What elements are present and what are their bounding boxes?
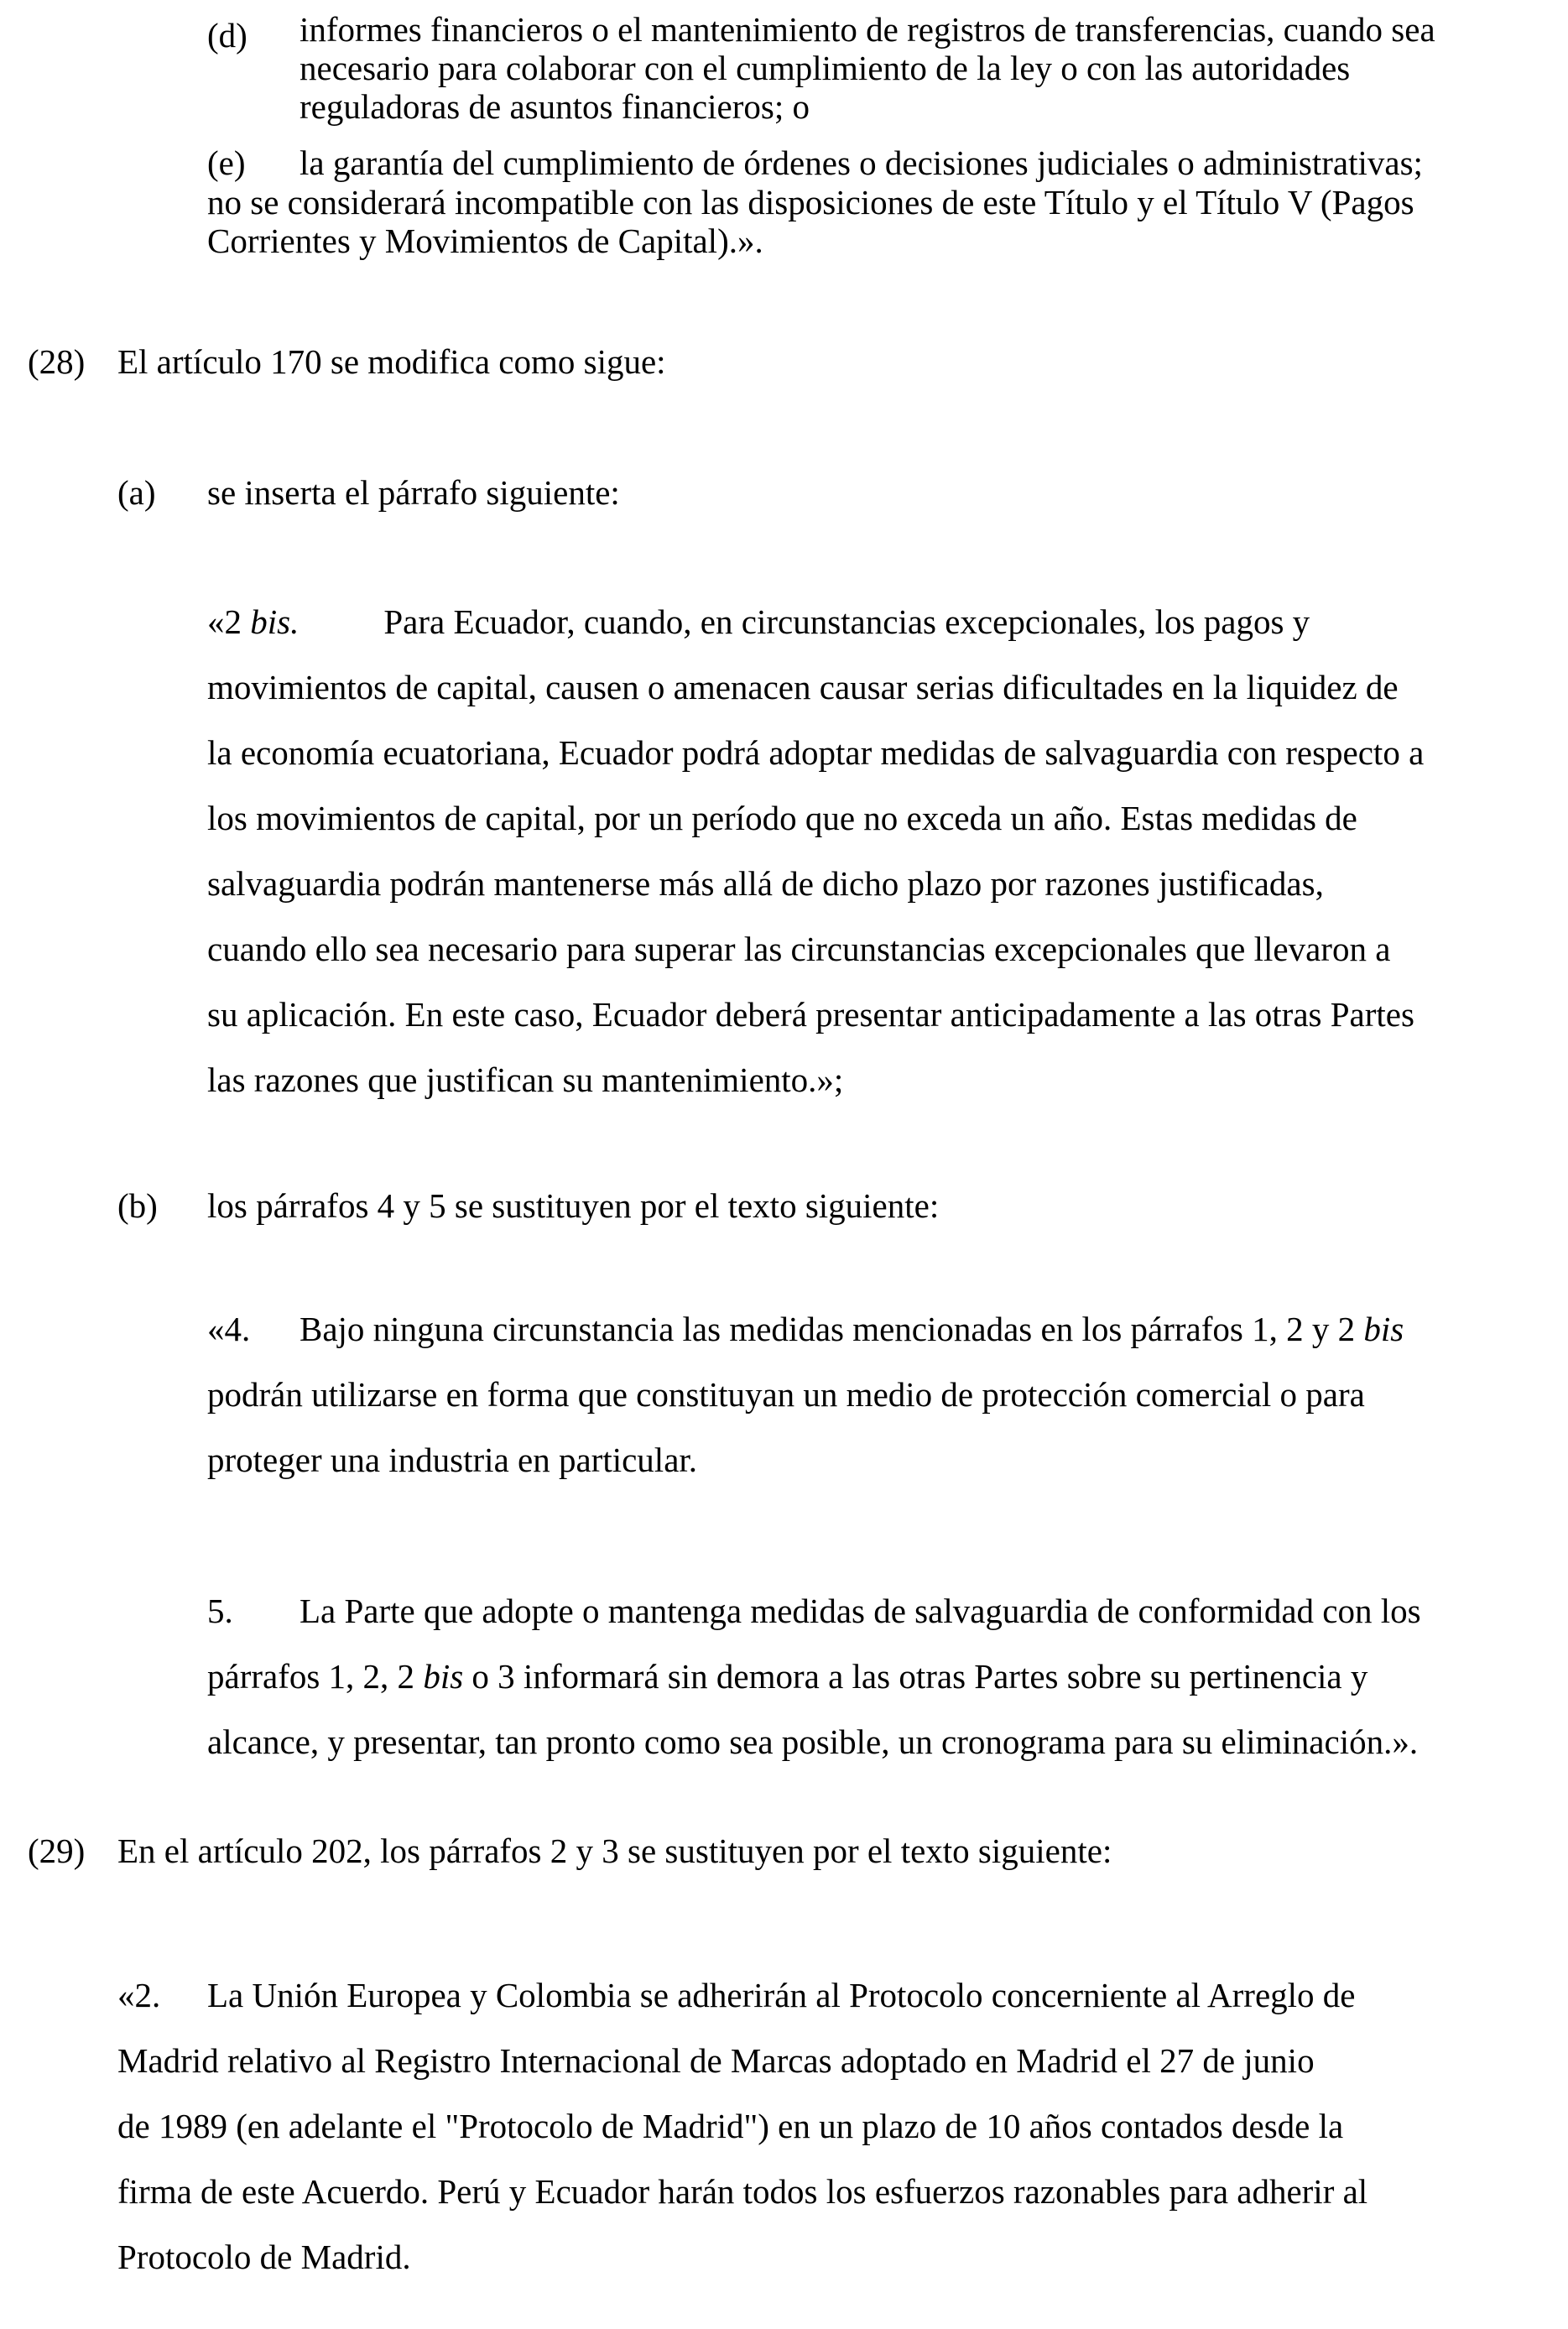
sub-a-text: se inserta el párrafo siguiente: xyxy=(207,473,620,512)
text-line: reguladoras de asuntos financieros; o xyxy=(300,87,810,126)
text-line: Protocolo de Madrid. xyxy=(117,2238,411,2276)
text-line: las razones que justifican su mantenimiento.»; xyxy=(207,1060,844,1099)
paragraph-number: «4. xyxy=(207,1310,251,1348)
item-number-28: (28) xyxy=(28,342,86,381)
sub-label-b: (b) xyxy=(117,1186,158,1225)
bis-italic: bis xyxy=(1363,1310,1404,1348)
text-line: los movimientos de capital, por un período que no exceda un año. Estas medidas de xyxy=(207,799,1357,837)
text-line: la economía ecuatoriana, Ecuador podrá adoptar medidas de salvaguardia con respecto a xyxy=(207,733,1425,772)
text-line: salvaguardia podrán mantenerse más allá de dicho plazo por razones justificadas, xyxy=(207,864,1324,903)
quote-first-text: Para Ecuador, cuando, en circunstancias excepcionales, los pagos y xyxy=(383,602,1310,641)
text-line: informes financieros o el mantenimiento de registros de transferencias, cuando sea xyxy=(300,10,1435,49)
item-number-29: (29) xyxy=(28,1831,86,1870)
paragraph-number: 5. xyxy=(207,1592,233,1630)
text-line xyxy=(207,1578,1421,1644)
text-line: de 1989 (en adelante el "Protocolo de Madrid") en un plazo de 10 años contados desde la xyxy=(117,2107,1344,2145)
paragraph-number: «2. xyxy=(117,1976,161,2014)
text-run: párrafos 1, 2, 2 xyxy=(207,1657,424,1696)
item-29-text: En el artículo 202, los párrafos 2 y 3 se sustituyen por el texto siguiente: xyxy=(117,1831,1112,1870)
text-line: proteger una industria en particular. xyxy=(207,1441,698,1479)
paragraph-5-first: La Parte que adopte o mantenga medidas de salvaguardia de conformidad con los xyxy=(300,1592,1421,1630)
text-line: Corrientes y Movimientos de Capital).». xyxy=(207,221,763,260)
quote-paragraph-5 xyxy=(207,1578,1421,1774)
text-line: movimientos de capital, causen o amenacen causar serias dificultades en la liquidez de xyxy=(207,668,1399,706)
clause-closing xyxy=(207,183,1414,260)
sub-label-a: (a) xyxy=(117,473,156,512)
text-line xyxy=(207,1296,1404,1362)
text-run: o 3 informará sin demora a las otras Partes sobre su pertinencia y xyxy=(463,1657,1368,1696)
paragraph-4-first: Bajo ninguna circunstancia las medidas mencionadas en los párrafos 1, 2 y 2 xyxy=(300,1310,1364,1348)
text-line: Madrid relativo al Registro Internacional de Marcas adoptado en Madrid el 27 de junio xyxy=(117,2041,1315,2080)
item-28-text: El artículo 170 se modifica como sigue: xyxy=(117,342,666,381)
text-line xyxy=(207,1644,1421,1709)
text-line: podrán utilizarse en forma que constituyan un medio de protección comercial o para xyxy=(207,1375,1365,1414)
quote-paragraph-2 xyxy=(117,1962,1367,2290)
text-line xyxy=(117,1962,1367,2028)
quote-2bis xyxy=(207,589,1424,1112)
clause-d-text xyxy=(300,10,1435,126)
text-line: firma de este Acuerdo. Perú y Ecuador harán todos los esfuerzos razonables para adherir al xyxy=(117,2172,1368,2211)
text-line: no se considerará incompatible con las disposiciones de este Título y el Título V (Pagos xyxy=(207,183,1414,221)
bis-italic: bis xyxy=(423,1657,464,1696)
bis-italic: bis. xyxy=(250,602,300,641)
text-line xyxy=(207,589,1424,654)
clause-label-e: (e) xyxy=(207,143,246,182)
text-line: alcance, y presentar, tan pronto como sea posible, un cronograma para su eliminación.». xyxy=(207,1722,1419,1761)
text-line: su aplicación. En este caso, Ecuador deberá presentar anticipadamente a las otras Partes xyxy=(207,995,1414,1034)
quote-paragraph-4 xyxy=(207,1296,1404,1493)
paragraph-2-first: La Unión Europea y Colombia se adherirán al Protocolo concerniente al Arreglo de xyxy=(207,1976,1356,2014)
sub-b-text: los párrafos 4 y 5 se sustituyen por el texto siguiente: xyxy=(207,1186,940,1225)
clause-e-text: la garantía del cumplimiento de órdenes o decisiones judiciales o administrativas; xyxy=(300,143,1423,182)
quote-open: «2 xyxy=(207,602,251,641)
clause-label-d: (d) xyxy=(207,16,247,55)
text-line: necesario para colaborar con el cumplimiento de la ley o con las autoridades xyxy=(300,49,1351,87)
text-line: cuando ello sea necesario para superar las circunstancias excepcionales que llevaron a xyxy=(207,930,1391,968)
